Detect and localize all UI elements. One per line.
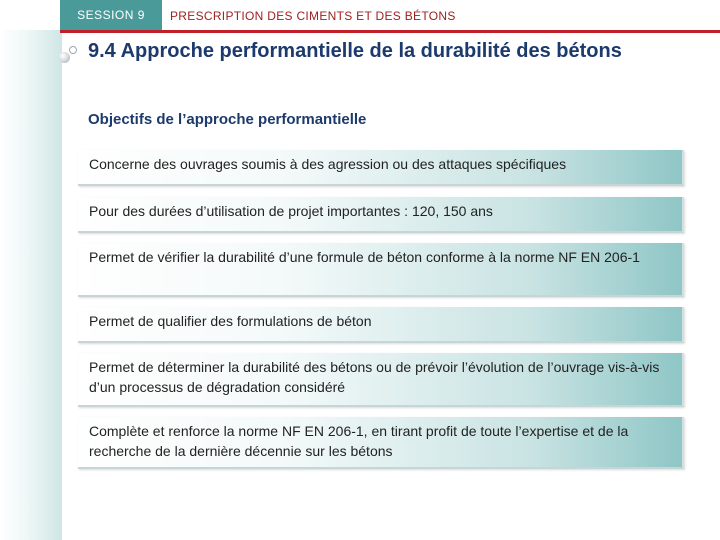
objective-box: Concerne des ouvrages soumis à des agression ou des attaques spécifiques	[78, 150, 684, 186]
page-title: 9.4 Approche performantielle de la durabilité des bétons	[88, 40, 622, 62]
objective-box: Permet de déterminer la durabilité des bétons ou de prévoir l’évolution de l’ouvrage vis-à-vis d’un processus de dégradation considéré	[78, 353, 684, 407]
objective-box: Complète et renforce la norme NF EN 206-1, en tirant profit de toute l’expertise et de la recherche de la dernière décennie sur les bétons	[78, 417, 684, 469]
title-bullet-icon	[58, 42, 80, 66]
left-decorative-band	[0, 0, 62, 540]
objective-box: Permet de qualifier des formulations de béton	[78, 307, 684, 343]
sphere-icon	[59, 52, 70, 63]
objective-box: Pour des durées d’utilisation de projet importantes : 120, 150 ans	[78, 197, 684, 233]
section-heading: Objectifs de l’approche performantielle	[88, 111, 367, 128]
objective-box: Permet de vérifier la durabilité d’une formule de béton conforme à la norme NF EN 206-1	[78, 243, 684, 297]
small-circle-icon	[69, 46, 77, 54]
session-tab: SESSION 9	[60, 0, 162, 30]
header-title: PRESCRIPTION DES CIMENTS ET DES BÉTONS	[170, 9, 456, 23]
header-divider	[60, 30, 720, 33]
